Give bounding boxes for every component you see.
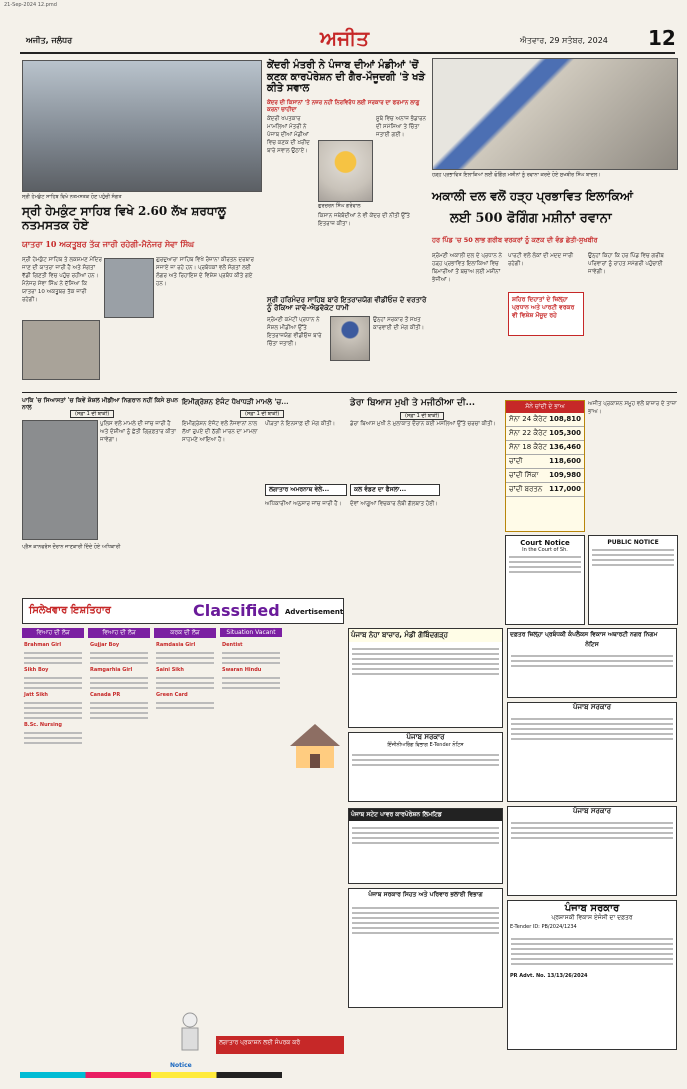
- classified-tab-2: ਵਿਆਹ ਦੀ ਲੋੜ: [88, 628, 150, 638]
- ad-snippet-8: Ramdasia Girl: [156, 642, 196, 648]
- gold-rate-label: ਚਾਂਦੀ ਸਿੱਕਾ: [509, 471, 539, 479]
- print-slug: 21-Sep-2024 12.pmd: [4, 2, 57, 8]
- ad-snippet-9: Saini Sikh: [156, 667, 184, 673]
- classified-tab-3: ਕਰਕ ਦੀ ਲੋੜ: [154, 628, 216, 638]
- classified-banner-tag: Advertisement: [285, 608, 344, 616]
- classified-col-1: [22, 640, 84, 1080]
- court-title: Court Notice: [520, 539, 570, 547]
- house-illustration: [286, 720, 344, 770]
- harminder-body-col2: ਉਨ੍ਹਾਂ ਸਰਕਾਰ ਤੋਂ ਸਖ਼ਤ ਕਾਰਵਾਈ ਦੀ ਮੰਗ ਕੀਤੀ।: [373, 317, 425, 331]
- row2-body-4: ਅਧਿਕਾਰੀਆਂ ਅਨੁਸਾਰ ਜਾਂਚ ਜਾਰੀ ਹੈ।: [265, 501, 342, 507]
- person-photo-small: [104, 258, 154, 318]
- ad-snippet-5: Gujjar Boy: [90, 642, 120, 648]
- ad-snippet-11: Dentist: [222, 642, 243, 648]
- ad-snippet-3: Jatt Sikh: [24, 692, 48, 698]
- akali-caption: ਹੜ੍ਹ ਪ੍ਰਭਾਵਿਤ ਇਲਾਕਿਆਂ ਲਈ ਫੋਗਿੰਗ ਮਸ਼ੀਨਾਂ ਨੂੰ ਰਵਾਨਾ ਕਰਦੇ ਹੋਏ ਸੁਖਬੀਰ ਸਿੰਘ ਬਾਦਲ।: [432, 172, 601, 178]
- classified-banner-en: Classified: [193, 601, 280, 620]
- gold-rate-row: [506, 455, 584, 469]
- ad-snippet-4: B.Sc. Nursing: [24, 722, 62, 728]
- pungrain-title: ਪੰਜਾਬ ਸਰਕਾਰ: [406, 733, 445, 741]
- gold-rate-table: [506, 413, 584, 497]
- right-notice-3-title: ਪੰਜਾਬ ਸਰਕਾਰ: [572, 807, 611, 815]
- classified-enquiry: ਲਗਾਤਾਰ ਪ੍ਰਕਾਸ਼ਨ ਲਈ ਸੰਪਰਕ ਕਰੋ: [216, 1036, 344, 1054]
- dhami-photo: [330, 316, 370, 361]
- mandi-title: ਪੰਜਾਬ ਨੇਹਾ ਬਾਜ਼ਾਰ, ਮੰਡੀ ਗੋਬਿੰਦਗੜ੍ਹ: [349, 629, 502, 642]
- crowd-photo: [22, 320, 100, 380]
- court-notice: [505, 535, 585, 625]
- page-header: [20, 22, 675, 54]
- hemkunt-subhead: ਯਾਤਰਾ 10 ਅਕਤੂਬਰ ਤੱਕ ਜਾਰੀ ਰਹੇਗੀ-ਮੈਨੇਜਰ ਸੇਵਾ ਸਿੰਘ: [22, 239, 195, 249]
- gold-rate-label: ਸੋਨਾ 24 ਕੈਰੇਟ: [509, 415, 547, 423]
- page-number: 12: [648, 26, 676, 50]
- lead-body-col2: ਸੂਬੇ ਵਿਚ ਅਨਾਜ ਭੰਡਾਰਨ ਦੀ ਸਮੱਸਿਆ ਤੇ ਚਿੰਤਾ ਜਤਾਈ ਗਈ।: [376, 116, 426, 138]
- akali-headline-2: ਲਈ 500 ਫੋਗਿੰਗ ਮਸ਼ੀਨਾਂ ਰਵਾਨਾ: [450, 211, 612, 226]
- court-sub: In the Court of Sh.: [522, 547, 568, 553]
- hemkunt-body-col2: ਗੁਰਦੁਆਰਾ ਸਾਹਿਬ ਵਿਖੇ ਰੋਜ਼ਾਨਾ ਕੀਰਤਨ ਦਰਬਾਰ ਸਜਾਏ ਜਾ ਰਹੇ ਹਨ। ਪ੍ਰਬੰਧਕਾਂ ਵਲੋਂ ਸੰਗਤਾਂ ਲਈ ਲੰਗਰ ਅਤੇ ਰਿਹਾਇਸ਼ ਦੇ ਵਿਸ਼ੇਸ਼ ਪ੍ਰਬੰਧ ਕੀਤੇ ਗਏ ਹਨ।: [156, 257, 254, 287]
- hemkunt-photo: [22, 60, 262, 192]
- classified-col-4: [220, 640, 282, 1080]
- public-notice: [588, 535, 678, 625]
- pspcl-title: ਪੰਜਾਬ ਸਟੇਟ ਪਾਵਰ ਕਾਰਪੋਰੇਸ਼ਨ ਲਿਮਟਿਡ: [349, 809, 502, 821]
- right-notice-4-etender: E-Tender ID: PB/2024/1234: [510, 924, 577, 930]
- ad-snippet-6: Ramgarhia Girl: [90, 667, 133, 673]
- mandi-box: [348, 628, 503, 728]
- lead-caption: ਗੁਰਚਰਨ ਸਿੰਘ ਗਰੇਵਾਲ: [318, 203, 361, 209]
- masthead: ਅਜੀਤ: [320, 26, 370, 50]
- ad-snippet-10: Green Card: [156, 692, 188, 698]
- classified-col-2: [88, 640, 150, 1080]
- lead-body: ਕੇਂਦਰੀ ਖਪਤਕਾਰ ਮਾਮਲਿਆਂ ਮੰਤਰੀ ਨੇ ਪੰਜਾਬ ਦੀਆਂ ਮੰਡੀਆਂ ਵਿਚ ਕਣਕ ਦੀ ਖ਼ਰੀਦ ਬਾਰੇ ਸਵਾਲ ਉਠਾਏ।: [267, 116, 310, 154]
- gold-rate-row: [506, 413, 584, 427]
- classified-tab-1: ਵਿਆਹ ਦੀ ਲੋੜ: [22, 628, 84, 638]
- harminder-body: ਸ਼੍ਰੋਮਣੀ ਕਮੇਟੀ ਪ੍ਰਧਾਨ ਨੇ ਸੋਸ਼ਲ ਮੀਡੀਆ ਉੱਤੇ ਇਤਰਾਜ਼ਯੋਗ ਵੀਡੀਓਜ਼ ਬਾਰੇ ਚਿੰਤਾ ਜਤਾਈ।: [267, 317, 322, 347]
- gold-side-text: ਅਜੀਤ ਪ੍ਰਕਾਸ਼ਨ ਸਮੂਹ ਵਲੋਂ ਬਾਜ਼ਾਰ ਦੇ ਤਾਜ਼ਾ ਭਾਅ।: [588, 401, 677, 415]
- right-notice-4-sub: ਪ੍ਰਸ਼ਾਸਕੀ ਵਿਕਾਸ ਏਜੰਸੀ ਦਾ ਦਫ਼ਤਰ: [551, 914, 633, 921]
- notice-figure: [170, 1010, 210, 1060]
- gold-rate-row: [506, 469, 584, 483]
- header-date: ਐਤਵਾਰ, 29 ਸਤੰਬਰ, 2024: [520, 36, 608, 45]
- megaphone-person-icon: [170, 1010, 210, 1060]
- gold-rate-label: ਸੋਨਾ 18 ਕੈਰੇਟ: [509, 443, 547, 451]
- row2-jump-1: (ਸਫ਼ਾ 1 ਦੀ ਬਾਕੀ): [70, 410, 114, 418]
- row2-inset: ਲਗਾਤਾਰ ਅਮਰਨਾਥ ਵੇਲੇ...: [265, 484, 347, 496]
- akali-body-col2: ਪਾਰਟੀ ਵਲੋਂ ਲੋਕਾਂ ਦੀ ਮਦਦ ਜਾਰੀ ਰਹੇਗੀ।: [508, 253, 574, 267]
- classified-banner-pb: ਸਿਲੇਖਵਾਰ ਇਸ਼ਤਿਹਾਰ: [29, 605, 111, 616]
- gold-rate-label: ਸੋਨਾ 22 ਕੈਰੇਟ: [509, 429, 547, 437]
- lead-subhead: ਕੇਂਦਰ ਦੀ ਕਿਸਾਨਾਂ 'ਤੇ ਨਜ਼ਰ ਨਹੀਂ ਨਿਰਵਿਰੋਧ ਲਈ ਸਰਕਾਰ ਦਾ ਫਰਮਾਨ ਲਾਗੂ ਕਰਨਾ ਚਾਹੀਦਾ: [267, 100, 420, 113]
- ad-snippet-1: Brahman Girl: [24, 642, 62, 648]
- gold-rate-value: 109,980: [549, 471, 581, 479]
- row2-caption: ਪ੍ਰੈਸ ਕਾਨਫਰੰਸ ਦੌਰਾਨ ਜਾਣਕਾਰੀ ਦਿੰਦੇ ਹੋਏ ਅਧਿਕਾਰੀ: [22, 544, 121, 550]
- row2-jump-2: (ਸਫ਼ਾ 1 ਦੀ ਬਾਕੀ): [240, 410, 284, 418]
- dera-body: ਡੇਰਾ ਬਿਆਸ ਮੁਖੀ ਨੇ ਮੁਲਾਕਾਤ ਦੌਰਾਨ ਕਈ ਮਸਲਿਆਂ ਉੱਤੇ ਚਰਚਾ ਕੀਤੀ।: [350, 421, 496, 427]
- akali-body-col3: ਉਨ੍ਹਾਂ ਕਿਹਾ ਕਿ ਹਰ ਪਿੰਡ ਵਿਚ ਗਰੀਬ ਪਰਿਵਾਰਾਂ ਨੂੰ ਰਾਹਤ ਸਮੱਗਰੀ ਪਹੁੰਚਾਈ ਜਾਵੇਗੀ।: [588, 253, 664, 275]
- ad-snippet-2: Sikh Boy: [24, 667, 49, 673]
- gold-rate-row: [506, 441, 584, 455]
- hemkunt-headline: ਸ੍ਰੀ ਹੇਮਕੁੰਟ ਸਾਹਿਬ ਵਿਖੇ 2.60 ਲੱਖ ਸ਼ਰਧਾਲੂ ਨਤਮਸਤਕ ਹੋਏ: [22, 204, 226, 232]
- gold-rate-value: 105,300: [549, 429, 581, 437]
- right-notice-1-title: ਦਫ਼ਤਰ ਜ਼ਿਲ੍ਹਾ ਪ੍ਰਬੰਧਕੀ ਕੰਪਲੈਕਸ ਵਿਕਾਸ ਅਥਾਰਟੀ ਨਗਰ ਨਿਗਮ: [510, 631, 658, 638]
- row2-body-2: ਇਮੀਗ੍ਰੇਸ਼ਨ ਏਜੰਟ ਵਲੋਂ ਨੌਜਵਾਨਾਂ ਨਾਲ ਲੱਖਾਂ ਰੁਪਏ ਦੀ ਠੱਗੀ ਮਾਰਨ ਦਾ ਮਾਮਲਾ ਸਾਹਮਣੇ ਆਇਆ ਹੈ।: [182, 421, 258, 443]
- lead-headline: ਕੇਂਦਰੀ ਮੰਤਰੀ ਨੇ ਪੰਜਾਬ ਦੀਆਂ ਮੰਡੀਆਂ 'ਚੋਂ ਕਣਕ ਕਾਰਪੋਰੇਸ਼ਨ ਦੀ ਗੈਰ-ਮੌਜੂਦਗੀ 'ਤੇ ਖੜੇ ਕੀਤੇ ਸਵਾਲ: [267, 60, 425, 94]
- gold-rate-value: 117,000: [549, 485, 581, 493]
- akali-photo: [432, 58, 678, 170]
- dera-jump: (ਸਫ਼ਾ 1 ਦੀ ਬਾਕੀ): [400, 412, 444, 420]
- gold-rate-label: ਚਾਂਦੀ: [509, 457, 523, 465]
- row2-headline-1: ਪਾਕਿ 'ਚ ਸਿਆਸਤਾਂ 'ਚ ਕਿਵੇਂ ਸ਼ੋਸ਼ਲ ਮੀਡੀਆ ਨਿਗਰਾਨ ਨਹੀਂ ਕਿਸੇ ਸੁਪਨ ਨਾਲ: [22, 397, 178, 411]
- classified-banner: [22, 598, 344, 624]
- akali-callout: ਸ਼ਹਿਰ ਦਿਹਾਤਾਂ ਦੇ ਜ਼ਿਲ੍ਹਾ ਪ੍ਰਧਾਨ ਅਤੇ ਪਾਰਟੀ ਵਰਕਰ ਵੀ ਵਿਸ਼ੇਸ਼ ਮੌਜੂਦ ਰਹੇ: [508, 292, 584, 336]
- gold-rate-value: 108,810: [549, 415, 581, 423]
- gold-rate-value: 118,600: [549, 457, 581, 465]
- right-notice-4-title: ਪੰਜਾਬ ਸਰਕਾਰ: [564, 903, 620, 914]
- row2-body-1: ਪੁਲਿਸ ਵਲੋਂ ਮਾਮਲੇ ਦੀ ਜਾਂਚ ਜਾਰੀ ਹੈ ਅਤੇ ਦੋਸ਼ੀਆਂ ਨੂੰ ਛੇਤੀ ਗ੍ਰਿਫ਼ਤਾਰ ਕੀਤਾ ਜਾਵੇਗਾ।: [100, 421, 176, 443]
- right-notice-2-title: ਪੰਜਾਬ ਸਰਕਾਰ: [572, 703, 611, 711]
- akali-body: ਸ਼੍ਰੋਮਣੀ ਅਕਾਲੀ ਦਲ ਦੇ ਪ੍ਰਧਾਨ ਨੇ ਹੜ੍ਹ ਪ੍ਰਭਾਵਿਤ ਇਲਾਕਿਆਂ ਵਿਚ ਬਿਮਾਰੀਆਂ ਤੋਂ ਬਚਾਅ ਲਈ ਮਸ਼ੀਨਾਂ ਭੇਜੀਆਂ।: [432, 253, 502, 283]
- right-notice-4-adno: PR Advt. No. 13/13/26/2024: [510, 973, 588, 979]
- gold-rate-title: ਸੋਨੇ ਚਾਂਦੀ ਦੇ ਭਾਅ: [506, 401, 584, 413]
- row2-inset-2: ਕਲ ਵੰਡਣ ਦਾ ਫੈਸਲਾ...: [350, 484, 440, 496]
- public-notice-title: PUBLIC NOTICE: [607, 539, 659, 546]
- gold-rate-row: [506, 427, 584, 441]
- classified-tab-4: Situation Vacant: [220, 628, 282, 637]
- gold-rate-row: [506, 483, 584, 497]
- gold-rate-box: [505, 400, 585, 532]
- right-notice-3: [507, 806, 677, 896]
- lead-body-col3: ਕਿਸਾਨ ਜਥੇਬੰਦੀਆਂ ਨੇ ਵੀ ਕੇਂਦਰ ਦੀ ਨੀਤੀ ਉੱਤੇ ਇਤਰਾਜ਼ ਕੀਤਾ।: [318, 213, 410, 227]
- right-notice-1: [507, 628, 677, 698]
- row2-body-3: ਪੀੜਤਾਂ ਨੇ ਇਨਸਾਫ਼ ਦੀ ਮੰਗ ਕੀਤੀ।: [265, 421, 336, 427]
- row2-headline-2: ਇਮੀਗ੍ਰੇਸ਼ਨ ਏਜੰਟ ਧੋਖਾਧੜੀ ਮਾਮਲੇ 'ਚ...: [182, 397, 289, 406]
- lead-portrait: [318, 140, 373, 202]
- hemkunt-caption: ਸ੍ਰੀ ਹੇਮਕੁੰਟ ਸਾਹਿਬ ਵਿਖੇ ਨਤਮਸਤਕ ਹੋਣ ਪਹੁੰਚੀ ਸੰਗਤ: [22, 194, 122, 200]
- notice-label: Notice: [170, 1062, 192, 1069]
- akali-headline-1: ਅਕਾਲੀ ਦਲ ਵਲੋਂ ਹੜ੍ਹ ਪ੍ਰਭਾਵਿਤ ਇਲਾਕਿਆਂ: [432, 189, 633, 203]
- ad-snippet-7: Canada PR: [90, 692, 121, 698]
- gold-rate-value: 136,460: [549, 443, 581, 451]
- press-photo: [22, 420, 98, 540]
- dera-headline: ਡੇਰਾ ਬਿਆਸ ਮੁਖੀ ਤੇ ਮਜੀਠੀਆ ਦੀ...: [350, 398, 476, 408]
- color-registration-bar: [20, 1072, 675, 1078]
- akali-subhead: ਹਰ ਪਿੰਡ 'ਚ 50 ਲਾਭ ਗਰੀਬ ਵਰਕਰਾਂ ਨੂੰ ਕਣਕ ਦੀ ਵੰਡ ਛੇਤੀ-ਸੁਖਬੀਰ: [432, 236, 598, 244]
- gold-rate-label: ਚਾਂਦੀ ਬਰਤਨ: [509, 485, 543, 493]
- harminder-headline: ਸ੍ਰੀ ਹਰਿਮੰਦਰ ਸਾਹਿਬ ਬਾਰੇ ਇਤਰਾਜ਼ਯੋਗ ਵੀਡੀਓਜ਼ ਦੇ ਵਰਤਾਰੇ ਨੂੰ ਰੋਕਿਆ ਜਾਵੇ-ਐਡਵੋਕੇਟ ਧਾਮੀ: [267, 295, 427, 313]
- ad-snippet-12: Swaran Hindu: [222, 667, 262, 673]
- house-icon: [286, 720, 344, 770]
- right-notice-2: [507, 702, 677, 802]
- pspcl-box: [348, 808, 503, 884]
- right-notice-4: [507, 900, 677, 1050]
- divider-row1: [22, 392, 677, 393]
- pungrain-box: [348, 732, 503, 802]
- right-notice-1-sub: ਨੋਟਿਸ: [585, 641, 599, 648]
- hemkunt-body: ਸ੍ਰੀ ਹੇਮਕੁੰਟ ਸਾਹਿਬ ਤੇ ਲਕਸ਼ਮਣ ਮੰਦਿਰ ਜਾਣ ਦੀ ਯਾਤਰਾ ਜਾਰੀ ਹੈ ਅਤੇ ਸੰਗਤਾਂ ਵੱਡੀ ਗਿਣਤੀ ਵਿਚ ਪਹੁੰਚ ਰਹੀਆਂ ਹਨ। ਮੈਨੇਜਰ ਸੇਵਾ ਸਿੰਘ ਨੇ ਦੱਸਿਆ ਕਿ ਯਾਤਰਾ 10 ਅਕਤੂਬਰ ਤੱਕ ਜਾਰੀ ਰਹੇਗੀ।: [22, 257, 102, 303]
- bottom-notice-box: [348, 888, 503, 1008]
- header-edition: ਅਜੀਤ, ਜਲੰਧਰ: [26, 36, 73, 45]
- pungrain-tender: ਇੰਜੀਨੀਅਰਿੰਗ ਵਿਭਾਗ E-Tender ਨੋਟਿਸ: [387, 742, 464, 748]
- bottom-notice-title: ਪੰਜਾਬ ਸਰਕਾਰ ਸਿਹਤ ਅਤੇ ਪਰਿਵਾਰ ਭਲਾਈ ਵਿਭਾਗ: [368, 891, 483, 898]
- dera-body-2: ਦੋਵਾਂ ਆਗੂਆਂ ਵਿਚਕਾਰ ਲੰਬੀ ਗੱਲਬਾਤ ਹੋਈ।: [350, 501, 438, 507]
